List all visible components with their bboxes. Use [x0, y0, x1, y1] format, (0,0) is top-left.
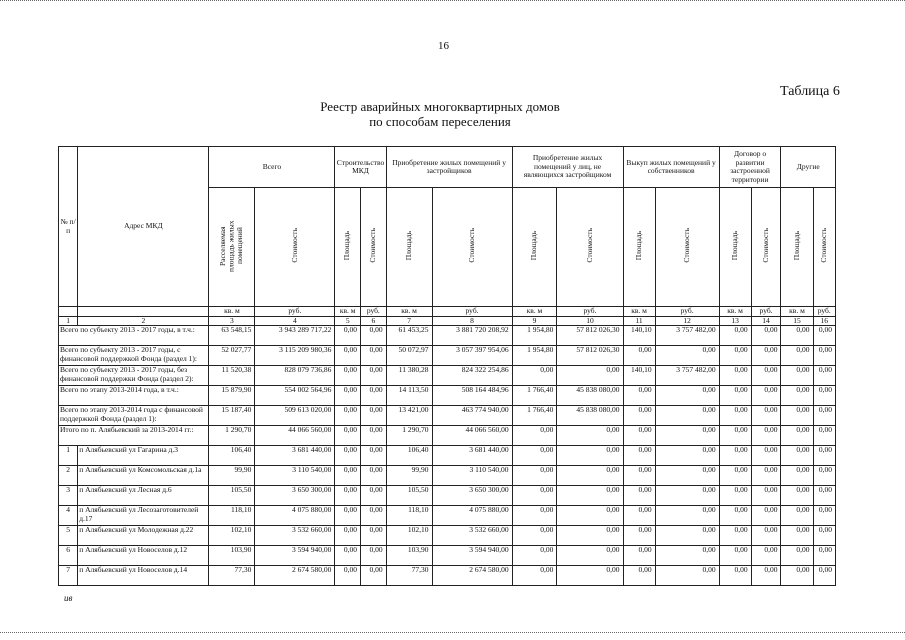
value-cell: 0,00	[361, 526, 387, 546]
col-header-dev-area: Площадь	[719, 188, 751, 307]
column-number-cell: 16	[813, 316, 836, 326]
unit-cell: руб.	[557, 307, 623, 317]
column-number-cell: 7	[386, 316, 432, 326]
row-address: п Алябьевский ул Лесная д.6	[78, 486, 209, 506]
col-header-other-area: Площадь	[781, 188, 813, 307]
col-header-construction-cost: Стоимость	[361, 188, 387, 307]
value-cell: 0,00	[781, 526, 813, 546]
value-cell: 3 881 720 208,92	[432, 326, 512, 346]
unit-cell: руб.	[432, 307, 512, 317]
group-header-acq-developers: Приобретение жилых помещений у застройщиков	[386, 147, 512, 188]
value-cell: 0,00	[623, 386, 655, 406]
value-cell: 0,00	[512, 526, 557, 546]
value-cell: 1 290,70	[209, 426, 255, 446]
value-cell: 77,30	[386, 566, 432, 586]
unit-cell: кв. м	[335, 307, 361, 317]
table-row	[59, 326, 836, 346]
value-cell: 57 812 026,30	[557, 346, 623, 366]
value-cell: 61 453,25	[386, 326, 432, 346]
value-cell: 3 650 300,00	[432, 486, 512, 506]
col-header-total-cost: Стоимость	[255, 188, 335, 307]
value-cell: 0,00	[781, 326, 813, 346]
table-row	[59, 526, 836, 546]
value-cell: 15 187,40	[209, 406, 255, 426]
value-cell: 0,00	[719, 446, 751, 466]
page-number: 16	[438, 40, 449, 52]
table-row	[59, 466, 836, 486]
value-cell: 0,00	[335, 466, 361, 486]
value-cell: 0,00	[751, 326, 781, 346]
row-address: п Алябьевский ул Комсомольская д.1а	[78, 466, 209, 486]
value-cell: 0,00	[335, 366, 361, 386]
group-header-total: Всего	[209, 147, 335, 188]
value-cell: 0,00	[361, 486, 387, 506]
value-cell: 99,90	[386, 466, 432, 486]
value-cell: 0,00	[719, 406, 751, 426]
value-cell: 0,00	[751, 486, 781, 506]
value-cell: 0,00	[719, 326, 751, 346]
value-cell: 0,00	[557, 426, 623, 446]
value-cell: 0,00	[655, 406, 719, 426]
value-cell: 0,00	[361, 366, 387, 386]
value-cell: 0,00	[335, 386, 361, 406]
unit-cell: кв. м	[781, 307, 813, 317]
value-cell: 0,00	[655, 486, 719, 506]
value-cell: 3 532 660,00	[255, 526, 335, 546]
value-cell: 0,00	[813, 466, 836, 486]
value-cell: 0,00	[512, 506, 557, 526]
value-cell: 0,00	[623, 506, 655, 526]
value-cell: 0,00	[335, 326, 361, 346]
value-cell: 0,00	[781, 426, 813, 446]
value-cell: 99,90	[209, 466, 255, 486]
value-cell: 0,00	[655, 346, 719, 366]
row-summary-label: Итого по п. Алябьевский за 2013-2014 гг.:	[59, 426, 209, 446]
value-cell: 0,00	[719, 486, 751, 506]
col-header-acq-dev-cost: Стоимость	[432, 188, 512, 307]
value-cell: 0,00	[335, 446, 361, 466]
page-title	[250, 99, 630, 129]
value-cell: 0,00	[623, 406, 655, 426]
value-cell: 11 380,28	[386, 366, 432, 386]
value-cell: 102,10	[386, 526, 432, 546]
value-cell: 0,00	[719, 526, 751, 546]
value-cell: 0,00	[335, 566, 361, 586]
group-header-buyout: Выкуп жилых помещений у собственников	[623, 147, 719, 188]
row-address: п Алябьевский ул Молодежная д.22	[78, 526, 209, 546]
value-cell: 3 115 209 980,36	[255, 346, 335, 366]
value-cell: 0,00	[813, 426, 836, 446]
value-cell: 44 066 560,00	[255, 426, 335, 446]
value-cell: 509 613 020,00	[255, 406, 335, 426]
table-row	[59, 546, 836, 566]
value-cell: 4 075 880,00	[432, 506, 512, 526]
value-cell: 0,00	[557, 486, 623, 506]
value-cell: 0,00	[781, 346, 813, 366]
value-cell: 0,00	[361, 446, 387, 466]
value-cell: 11 520,38	[209, 366, 255, 386]
table-row	[59, 406, 836, 426]
value-cell: 3 943 289 717,22	[255, 326, 335, 346]
value-cell: 140,10	[623, 366, 655, 386]
value-cell: 0,00	[623, 526, 655, 546]
value-cell: 0,00	[512, 546, 557, 566]
value-cell: 15 879,90	[209, 386, 255, 406]
column-number-cell: 3	[209, 316, 255, 326]
unit-cell: кв. м	[623, 307, 655, 317]
value-cell: 0,00	[361, 566, 387, 586]
units-row	[59, 307, 836, 317]
value-cell: 103,90	[386, 546, 432, 566]
value-cell: 103,90	[209, 546, 255, 566]
value-cell: 57 812 026,30	[557, 326, 623, 346]
value-cell: 0,00	[623, 486, 655, 506]
col-header-buyout-cost: Стоимость	[655, 188, 719, 307]
column-number-cell: 8	[432, 316, 512, 326]
value-cell: 0,00	[623, 466, 655, 486]
table-label: Таблица 6	[780, 84, 840, 99]
value-cell: 0,00	[751, 546, 781, 566]
table-row	[59, 566, 836, 586]
value-cell: 0,00	[557, 566, 623, 586]
value-cell: 0,00	[813, 366, 836, 386]
value-cell: 0,00	[781, 486, 813, 506]
value-cell: 0,00	[361, 346, 387, 366]
value-cell: 0,00	[781, 386, 813, 406]
value-cell: 0,00	[335, 426, 361, 446]
table-row	[59, 486, 836, 506]
col-header-acq-oth-area: Площадь	[512, 188, 557, 307]
col-header-dev-cost: Стоимость	[751, 188, 781, 307]
unit-cell: руб.	[813, 307, 836, 317]
value-cell: 824 322 254,86	[432, 366, 512, 386]
value-cell: 0,00	[813, 346, 836, 366]
value-cell: 0,00	[813, 566, 836, 586]
value-cell: 3 532 660,00	[432, 526, 512, 546]
scan-edge-bottom	[0, 632, 905, 635]
group-header-construction: Строительство МКД	[335, 147, 386, 188]
row-address: п Алябьевский ул Лесозаготовителей д.17	[78, 506, 209, 526]
value-cell: 140,10	[623, 326, 655, 346]
unit-cell: кв. м	[209, 307, 255, 317]
unit-cell: руб.	[751, 307, 781, 317]
value-cell: 508 164 484,96	[432, 386, 512, 406]
value-cell: 0,00	[781, 506, 813, 526]
title-line-2: по способам переселения	[369, 114, 511, 129]
table-row	[59, 366, 836, 386]
value-cell: 0,00	[557, 546, 623, 566]
column-number-cell: 6	[361, 316, 387, 326]
row-address: п Алябьевский ул Новоселов д.12	[78, 546, 209, 566]
value-cell: 105,50	[386, 486, 432, 506]
value-cell: 0,00	[719, 346, 751, 366]
row-address: п Алябьевский ул Гагарина д.3	[78, 446, 209, 466]
value-cell: 0,00	[335, 406, 361, 426]
value-cell: 0,00	[781, 566, 813, 586]
value-cell: 0,00	[557, 506, 623, 526]
value-cell: 0,00	[361, 506, 387, 526]
group-header-acq-others: Приобретение жилых помещений у лиц, не являющихся застройщиком	[512, 147, 623, 188]
value-cell: 0,00	[655, 386, 719, 406]
group-header-development: Договор о развитии застроенной территории	[719, 147, 781, 188]
value-cell: 828 079 736,86	[255, 366, 335, 386]
value-cell: 0,00	[557, 366, 623, 386]
value-cell: 63 548,15	[209, 326, 255, 346]
table-row	[59, 506, 836, 526]
value-cell: 0,00	[751, 526, 781, 546]
value-cell: 0,00	[655, 466, 719, 486]
value-cell: 0,00	[781, 406, 813, 426]
footer-mark: ив	[64, 593, 73, 603]
value-cell: 3 594 940,00	[255, 546, 335, 566]
value-cell: 0,00	[335, 546, 361, 566]
value-cell: 0,00	[719, 466, 751, 486]
col-header-acq-dev-area: Площадь	[386, 188, 432, 307]
value-cell: 0,00	[512, 366, 557, 386]
value-cell: 0,00	[335, 526, 361, 546]
value-cell: 3 110 540,00	[255, 466, 335, 486]
value-cell: 0,00	[361, 466, 387, 486]
column-number-cell: 1	[59, 316, 78, 326]
table-row	[59, 386, 836, 406]
value-cell: 0,00	[719, 386, 751, 406]
column-number-cell: 2	[78, 316, 209, 326]
col-header-construction-area: Площадь	[335, 188, 361, 307]
row-summary-label: Всего по субъекту 2013 - 2017 годы, без финансовой поддержки Фонда (раздел 2):	[59, 366, 209, 386]
value-cell: 0,00	[813, 446, 836, 466]
column-number-cell: 10	[557, 316, 623, 326]
value-cell: 3 757 482,00	[655, 326, 719, 346]
row-number: 1	[59, 446, 78, 466]
value-cell: 13 421,00	[386, 406, 432, 426]
value-cell: 3 681 440,00	[255, 446, 335, 466]
row-summary-label: Всего по этапу 2013-2014 года с финансовой поддержкой Фонда (раздел 1):	[59, 406, 209, 426]
row-address: п Алябьевский ул Новоселов д.14	[78, 566, 209, 586]
value-cell: 0,00	[813, 546, 836, 566]
value-cell: 1 766,40	[512, 406, 557, 426]
value-cell: 118,10	[386, 506, 432, 526]
col-header-other-cost: Стоимость	[813, 188, 836, 307]
row-summary-label: Всего по этапу 2013-2014 года, в т.ч.:	[59, 386, 209, 406]
column-numbers-row	[59, 316, 836, 326]
value-cell: 0,00	[781, 446, 813, 466]
value-cell: 0,00	[361, 426, 387, 446]
value-cell: 0,00	[751, 446, 781, 466]
scan-edge-top	[0, 0, 905, 3]
value-cell: 4 075 880,00	[255, 506, 335, 526]
value-cell: 0,00	[719, 366, 751, 386]
value-cell: 0,00	[751, 346, 781, 366]
value-cell: 0,00	[655, 546, 719, 566]
value-cell: 45 838 080,00	[557, 406, 623, 426]
value-cell: 0,00	[361, 386, 387, 406]
row-number: 2	[59, 466, 78, 486]
registry-table	[58, 146, 836, 586]
value-cell: 0,00	[512, 426, 557, 446]
value-cell: 0,00	[751, 406, 781, 426]
unit-cell: кв. м	[512, 307, 557, 317]
value-cell: 77,30	[209, 566, 255, 586]
value-cell: 0,00	[623, 426, 655, 446]
table-row	[59, 446, 836, 466]
value-cell: 0,00	[623, 546, 655, 566]
value-cell: 0,00	[719, 426, 751, 446]
value-cell: 0,00	[813, 526, 836, 546]
value-cell: 1 954,80	[512, 326, 557, 346]
value-cell: 0,00	[655, 446, 719, 466]
value-cell: 0,00	[719, 566, 751, 586]
value-cell: 3 681 440,00	[432, 446, 512, 466]
value-cell: 0,00	[655, 506, 719, 526]
value-cell: 0,00	[623, 566, 655, 586]
unit-cell: руб.	[655, 307, 719, 317]
value-cell: 0,00	[813, 386, 836, 406]
value-cell: 14 113,50	[386, 386, 432, 406]
row-number: 3	[59, 486, 78, 506]
value-cell: 3 057 397 954,06	[432, 346, 512, 366]
value-cell: 52 027,77	[209, 346, 255, 366]
value-cell: 0,00	[813, 406, 836, 426]
value-cell: 0,00	[512, 566, 557, 586]
col-header-num: № п/п	[59, 147, 78, 307]
row-summary-label: Всего по субъекту 2013 - 2017 годы, с финансовой поддержкой Фонда (раздел 1):	[59, 346, 209, 366]
value-cell: 0,00	[512, 466, 557, 486]
value-cell: 0,00	[719, 546, 751, 566]
column-number-cell: 13	[719, 316, 751, 326]
group-header-other: Другие	[781, 147, 836, 188]
value-cell: 3 594 940,00	[432, 546, 512, 566]
value-cell: 2 674 580,00	[432, 566, 512, 586]
value-cell: 0,00	[751, 466, 781, 486]
value-cell: 106,40	[386, 446, 432, 466]
value-cell: 0,00	[512, 446, 557, 466]
col-header-resettled-area: Расселяемая площадь жилых помещений	[209, 188, 255, 307]
value-cell: 44 066 560,00	[432, 426, 512, 446]
value-cell: 0,00	[361, 326, 387, 346]
value-cell: 105,50	[209, 486, 255, 506]
col-header-acq-oth-cost: Стоимость	[557, 188, 623, 307]
value-cell: 0,00	[781, 546, 813, 566]
value-cell: 0,00	[751, 566, 781, 586]
value-cell: 1 290,70	[386, 426, 432, 446]
value-cell: 0,00	[655, 566, 719, 586]
unit-cell: руб.	[255, 307, 335, 317]
column-number-cell: 12	[655, 316, 719, 326]
column-number-cell: 4	[255, 316, 335, 326]
value-cell: 554 002 564,96	[255, 386, 335, 406]
value-cell: 0,00	[813, 506, 836, 526]
row-number: 6	[59, 546, 78, 566]
value-cell: 106,40	[209, 446, 255, 466]
value-cell: 0,00	[557, 466, 623, 486]
value-cell: 0,00	[813, 486, 836, 506]
col-header-buyout-area: Площадь	[623, 188, 655, 307]
value-cell: 2 674 580,00	[255, 566, 335, 586]
value-cell: 0,00	[335, 346, 361, 366]
table-row	[59, 426, 836, 446]
value-cell: 45 838 080,00	[557, 386, 623, 406]
value-cell: 0,00	[781, 366, 813, 386]
column-number-cell: 11	[623, 316, 655, 326]
value-cell: 0,00	[557, 446, 623, 466]
value-cell: 0,00	[751, 506, 781, 526]
column-number-cell: 9	[512, 316, 557, 326]
value-cell: 0,00	[361, 406, 387, 426]
value-cell: 0,00	[751, 426, 781, 446]
value-cell: 0,00	[335, 506, 361, 526]
value-cell: 3 110 540,00	[432, 466, 512, 486]
value-cell: 1 766,40	[512, 386, 557, 406]
value-cell: 102,10	[209, 526, 255, 546]
table-row	[59, 346, 836, 366]
value-cell: 0,00	[623, 446, 655, 466]
value-cell: 0,00	[623, 346, 655, 366]
value-cell: 0,00	[719, 506, 751, 526]
value-cell: 0,00	[813, 326, 836, 346]
value-cell: 0,00	[335, 486, 361, 506]
column-number-cell: 14	[751, 316, 781, 326]
value-cell: 0,00	[557, 526, 623, 546]
value-cell: 50 072,97	[386, 346, 432, 366]
value-cell: 0,00	[751, 366, 781, 386]
value-cell: 0,00	[655, 426, 719, 446]
value-cell: 3 650 300,00	[255, 486, 335, 506]
value-cell: 0,00	[751, 386, 781, 406]
row-summary-label: Всего по субъекту 2013 - 2017 годы, в т.ч.:	[59, 326, 209, 346]
unit-cell: кв. м	[386, 307, 432, 317]
column-number-cell: 15	[781, 316, 813, 326]
value-cell: 463 774 940,00	[432, 406, 512, 426]
column-number-cell: 5	[335, 316, 361, 326]
unit-cell: кв. м	[719, 307, 751, 317]
col-header-address: Адрес МКД	[78, 147, 209, 307]
value-cell: 0,00	[512, 486, 557, 506]
title-line-1: Реестр аварийных многоквартирных домов	[320, 99, 560, 114]
value-cell: 1 954,80	[512, 346, 557, 366]
value-cell: 0,00	[655, 526, 719, 546]
unit-cell: руб.	[361, 307, 387, 317]
value-cell: 118,10	[209, 506, 255, 526]
value-cell: 0,00	[781, 466, 813, 486]
header-row-groups	[59, 147, 836, 188]
value-cell: 3 757 482,00	[655, 366, 719, 386]
value-cell: 0,00	[361, 546, 387, 566]
row-number: 7	[59, 566, 78, 586]
row-number: 5	[59, 526, 78, 546]
row-number: 4	[59, 506, 78, 526]
